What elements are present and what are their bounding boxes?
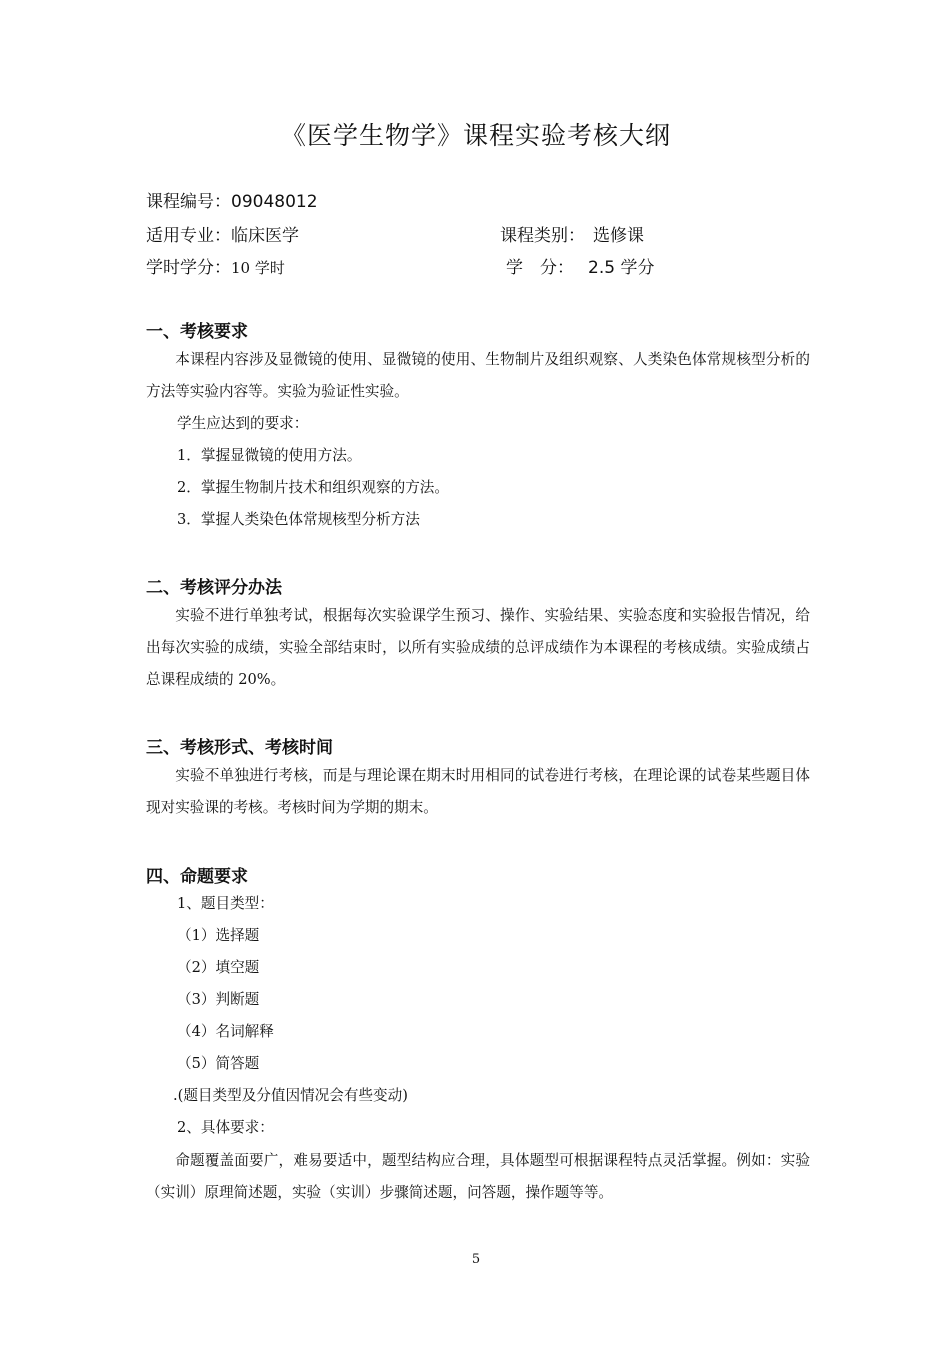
section-3-body xyxy=(146,760,810,824)
section-1-body xyxy=(146,344,810,408)
section-3-paragraph: 实验不单独进行考核，而是与理论课在期末时用相同的试卷进行考核，在理论课的试卷某些题目体现对实验课的考核。考核时间为学期的期末。 xyxy=(146,767,810,816)
question-type-item: （1）选择题 xyxy=(177,927,260,944)
section-2-body xyxy=(146,600,810,696)
document-title: 《医学生物学》课程实验考核大纲 xyxy=(280,121,671,150)
category-value: 选修课 xyxy=(593,226,644,246)
section-2-heading: 二、考核评分办法 xyxy=(146,578,282,598)
page-number: 5 xyxy=(471,1252,481,1267)
question-type-item: （2）填空题 xyxy=(177,959,260,976)
credit-label: 学 分： xyxy=(506,258,574,278)
course-category xyxy=(500,221,644,246)
specific-requirements-label: 2、具体要求： xyxy=(177,1119,274,1136)
question-type-item: （3）判断题 xyxy=(177,991,260,1008)
question-type-item: （5）简答题 xyxy=(177,1055,260,1072)
course-code-value: 09048012 xyxy=(231,192,318,212)
credit xyxy=(506,253,654,278)
section-1-heading: 一、考核要求 xyxy=(146,322,248,342)
question-types-label: 1、题目类型： xyxy=(177,895,274,912)
section-2-paragraph: 实验不进行单独考试，根据每次实验课学生预习、操作、实验结果、实验态度和实验报告情况，给出每次实验的成绩，实验全部结束时，以所有实验成绩的总评成绩作为本课程的考核成绩。实验成绩占总课程成绩的 20%。 xyxy=(146,607,810,688)
major-label: 适用专业： xyxy=(146,226,231,246)
section-4-heading: 四、命题要求 xyxy=(146,867,248,887)
hours-label: 学时学分： xyxy=(146,258,231,278)
question-type-item: （4）名词解释 xyxy=(177,1023,274,1040)
section-4-body xyxy=(146,1145,810,1209)
requirement-item: 3．掌握人类染色体常规核型分析方法 xyxy=(177,511,420,528)
requirement-item: 2．掌握生物制片技术和组织观察的方法。 xyxy=(177,479,449,496)
course-code-label: 课程编号： xyxy=(146,192,231,212)
section-1-paragraph: 本课程内容涉及显微镜的使用、显微镜的使用、生物制片及组织观察、人类染色体常规核型分析的方法等实验内容等。实验为验证性实验。 xyxy=(146,351,810,400)
course-code xyxy=(146,187,318,212)
credit-value: 2.5 学分 xyxy=(588,258,655,278)
specific-requirements-paragraph: 命题覆盖面要广，难易要适中，题型结构应合理，具体题型可根据课程特点灵活掌握。例如：实验（实训）原理简述题，实验（实训）步骤简述题，问答题，操作题等等。 xyxy=(146,1152,810,1201)
requirement-item: 1．掌握显微镜的使用方法。 xyxy=(177,447,362,464)
requirements-intro: 学生应达到的要求： xyxy=(177,415,309,432)
category-label: 课程类别： xyxy=(500,226,585,246)
major-value: 临床医学 xyxy=(231,226,299,246)
hours-value: 10 学时 xyxy=(231,259,285,277)
question-types-note: .(题目类型及分值因情况会有些变动) xyxy=(173,1087,408,1104)
section-3-heading: 三、考核形式、考核时间 xyxy=(146,738,333,758)
hours-credit xyxy=(146,253,285,278)
applicable-major xyxy=(146,221,299,246)
